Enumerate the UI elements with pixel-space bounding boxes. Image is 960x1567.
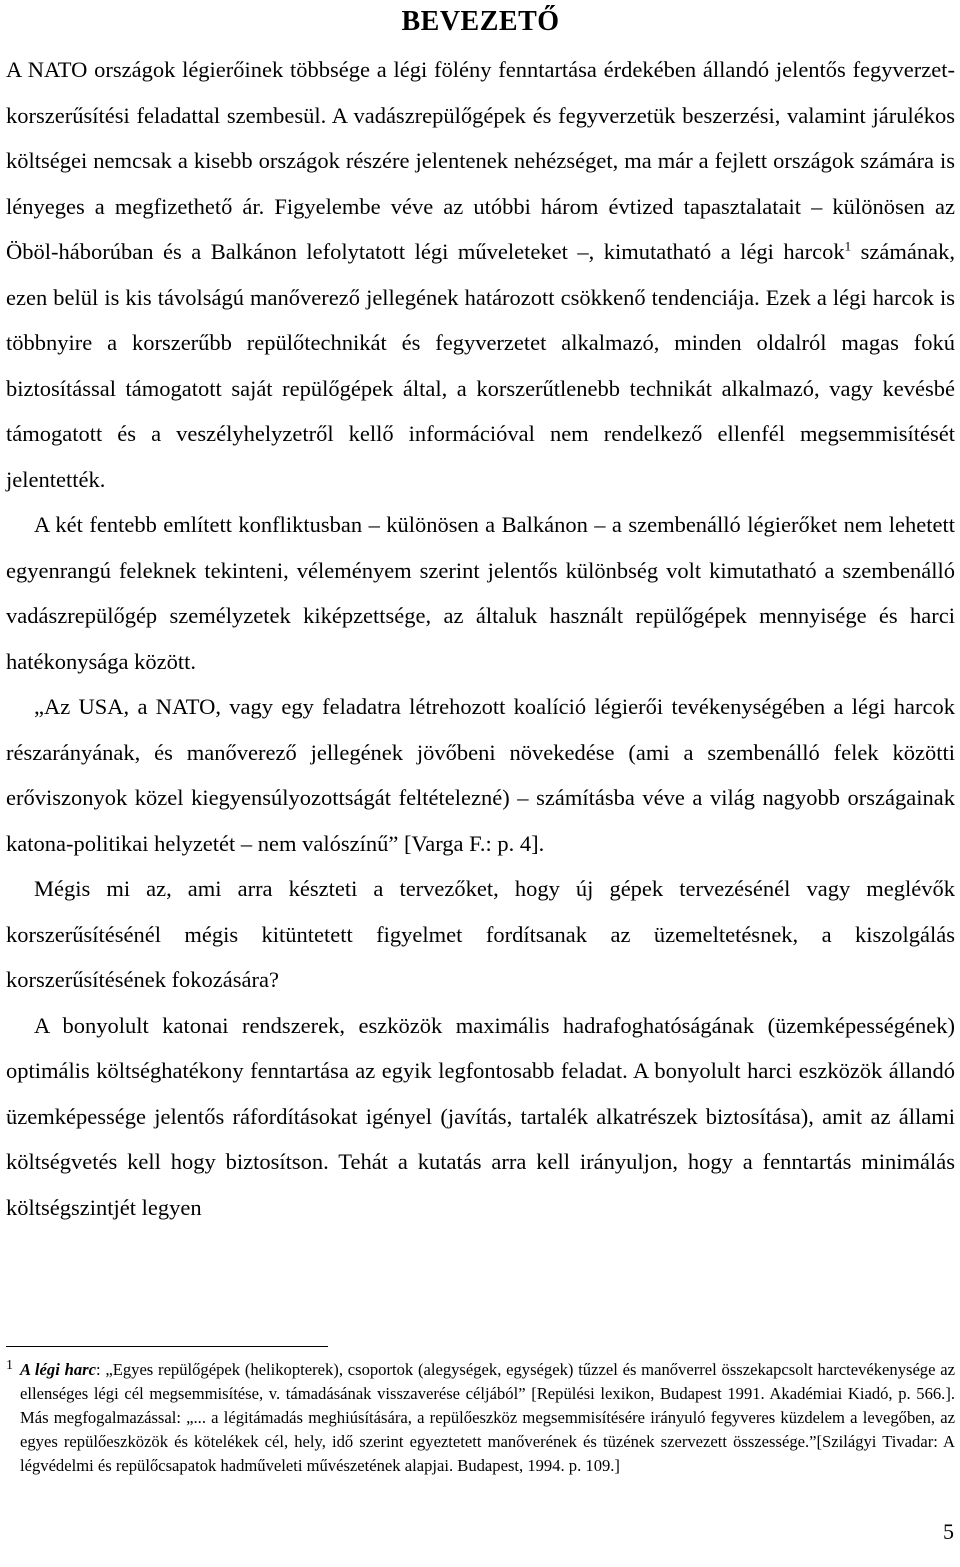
footnote-text: „Egyes repülőgépek (helikopterek), csoportok (alegységek, egységek) tűzzel és manőverrel összekapcsolt harctevékenysége az ellenséges légi cél megsemmisítése, v. támadásának visszaverése céljából” [Repülési lexikon, Budapest 1991. Akadémiai Kiadó, p. 566.]. Más megfogalmazással: „... a légitámadás meghiúsítására, a repülőeszköz megsemmisítésére irányuló fegyveres küzdelem a levegőben, az egyes repülőeszközök és kötelékek cél, hely, idő szerint egyeztetett manőverének és tüzének szervezett összessége.”[Szilágyi Tivadar: A légvédelmi és repülőcsapatok hadműveleti művészetének alapjai. Budapest, 1994. p. 109.] <box>20 1360 955 1475</box>
page-number: 5 <box>943 1519 954 1544</box>
footnote <box>6 1358 955 1478</box>
footnote-reference[interactable]: 1 <box>844 238 852 254</box>
paragraph-2: A két fentebb említett konfliktusban – különösen a Balkánon – a szembenálló légierőket nem lehetett egyenrangú feleknek tekinteni, véleményem szerint jelentős különbség volt kimutatható a szembenálló vadászrepülőgép személyzetek kiképzettsége, az általuk használt repülőgépek mennyisége és harci hatékonysága között. <box>6 512 955 674</box>
paragraph-1-continuation: számának, ezen belül is kis távolságú manőverező jellegének határozott csökkenő tendenciája. Ezek a légi harcok is többnyire a korszerűbb repülőtechnikát és fegyverzetet alkalmazó, minden oldalról magas fokú biztosítással támogatott saját repülőgépek által, a korszerűtlenebb technikát alkalmazó, vagy kevésbé támogatott és a veszélyhelyzetről kellő információval nem rendelkező ellenfél megsemmisítését jelentették. <box>6 239 955 492</box>
body-text <box>6 47 955 1230</box>
footnote-term: A légi harc <box>20 1360 96 1379</box>
chapter-heading: BEVEZETŐ <box>401 6 560 37</box>
footnote-colon: : <box>95 1360 106 1379</box>
footnote-body <box>20 1358 955 1478</box>
paragraph-4: Mégis mi az, ami arra készteti a tervezőket, hogy új gépek tervezésénél vagy meglévők korszerűsítésénél mégis kitüntetett figyelmet fordítsanak az üzemeltetésnek, a kiszolgálás korszerűsítésének fokozására? <box>6 876 955 992</box>
paragraph-1-text: A NATO országok légierőinek többsége a légi fölény fenntartása érdekében állandó jelentős fegyverzet-korszerűsítési feladattal szembesül. A vadászrepülőgépek és fegyverzetük beszerzési, valamint járulékos költségei nemcsak a kisebb országok részére jelentenek nehézséget, ma már a fejlett országok számára is lényeges a megfizethető ár. Figyelembe véve az utóbbi három évtized tapasztalatait – különösen az Öböl-háborúban és a Balkánon lefolytatott légi műveleteket –, kimutatható a légi harcok <box>6 57 955 264</box>
paragraph-5: A bonyolult katonai rendszerek, eszközök maximális hadrafoghatóságának (üzemképességének) optimális költséghatékony fenntartása az egyik legfontosabb feladat. A bonyolult harci eszközök állandó üzemképessége jelentős ráfordításokat igényel (javítás, tartalék alkatrészek biztosítása), amit az állami költségvetés kell hogy biztosítson. Tehát a kutatás arra kell irányuljon, hogy a fenntartás minimálás költségszintjét legyen <box>6 1012 955 1220</box>
document-page <box>6 0 955 1230</box>
footnote-separator <box>6 1346 328 1347</box>
paragraph-3-quote: „Az USA, a NATO, vagy egy feladatra létrehozott koalíció légierői tevékenységében a légi harcok részarányának, és manőverező jellegének jövőbeni növekedése (ami a szembenálló felek közötti erőviszonyok közel kiegyensúlyozottságát feltételezné) – számításba véve a világ nagyobb országainak katona-politikai helyzetét – nem valószínű” [Varga F.: p. 4]. <box>6 694 955 856</box>
footnote-number: 1 <box>6 1358 13 1373</box>
paragraph-1 <box>6 47 955 502</box>
